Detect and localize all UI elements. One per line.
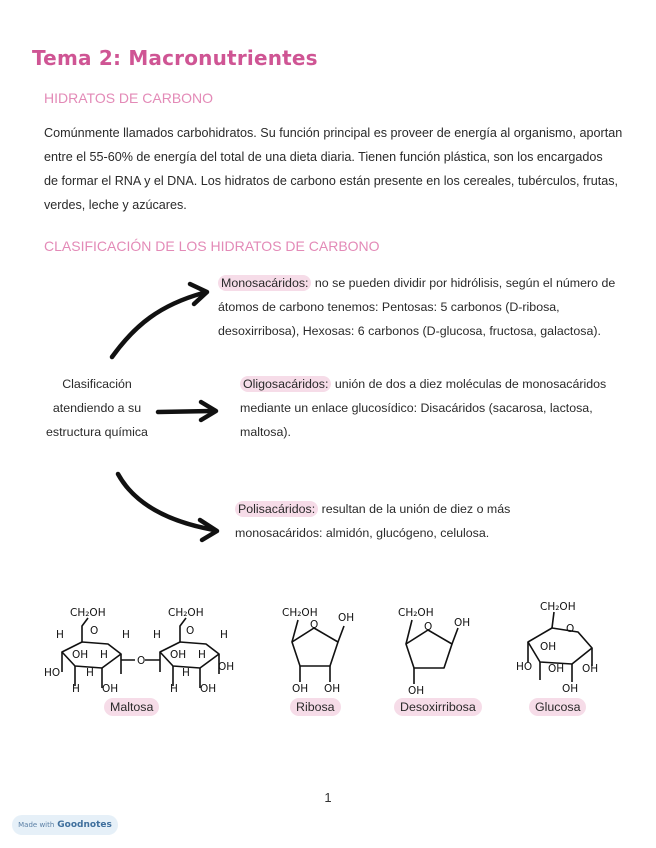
svg-text:H: H (56, 629, 64, 641)
svg-text:OH: OH (218, 661, 235, 673)
paragraph-line: de formar el RNA y el DNA. Los hidratos de carbono están presente en los cereales, tubérculos, frutas, (44, 174, 619, 188)
mono-line2: átomos de carbono tenemos: Pentosas: 5 carbonos (D-ribosa, (218, 300, 560, 314)
glucosa-label: Glucosa (529, 698, 586, 716)
poli-text: resultan de la unión de diez o más (318, 502, 511, 516)
svg-text:H: H (86, 667, 94, 679)
ribosa-label: Ribosa (290, 698, 341, 716)
svg-text:H: H (153, 629, 161, 641)
arrow-right (158, 411, 212, 412)
svg-text:H: H (72, 683, 80, 695)
maltosa-label: Maltosa (104, 698, 159, 716)
badge-brand: Goodnotes (57, 820, 112, 830)
svg-text:OH: OH (562, 683, 579, 695)
section-heading-hidratos: HIDRATOS DE CARBONO (44, 90, 214, 106)
made-with-badge[interactable] (12, 815, 118, 835)
paragraph-line: Comúnmente llamados carbohidratos. Su función principal es proveer de energía al organismo, aportan (44, 126, 623, 140)
svg-text:H: H (182, 667, 190, 679)
svg-text:O: O (566, 623, 575, 635)
mono-line3: desoxirribosa), Hexosas: 6 carbonos (D-glucosa, fructosa, galactosa). (218, 324, 601, 338)
paragraph-line: entre el 55-60% de energía del total de una dieta diaria. Tienen función plástica, son los encargados (44, 150, 603, 164)
molecule-structures (0, 590, 656, 700)
svg-text:OH: OH (170, 649, 187, 661)
svg-text:OH: OH (292, 683, 309, 695)
paragraph-line: verdes, leche y azúcares. (44, 198, 187, 212)
desoxirribosa-label: Desoxirribosa (394, 698, 482, 716)
oligo-line2: mediante un enlace glucosídico: Disacáridos (sacarosa, lactosa, (240, 401, 593, 415)
svg-text:OH: OH (338, 612, 355, 624)
center-line: atendiendo a su (52, 401, 142, 415)
page-title: Tema 2: Macronutrientes (32, 46, 318, 70)
svg-text:O: O (90, 625, 99, 637)
center-line: estructura química (46, 425, 148, 439)
arrow-up (112, 293, 203, 357)
svg-text:O: O (310, 619, 319, 631)
page-number: 1 (324, 790, 332, 805)
svg-text:H: H (170, 683, 178, 695)
svg-text:H: H (198, 649, 206, 661)
svg-text:OH: OH (454, 617, 471, 629)
center-line: Clasificación (62, 377, 132, 391)
svg-text:OH: OH (582, 663, 599, 675)
svg-text:OH: OH (102, 683, 119, 695)
oligo-term: Oligosacáridos: (240, 376, 331, 392)
maltosa-ch2oh-2: CH₂OH (168, 607, 204, 619)
mono-block (218, 271, 638, 343)
svg-text:HO: HO (516, 661, 533, 673)
svg-text:H: H (220, 629, 228, 641)
svg-text:O: O (186, 625, 195, 637)
mono-text: no se pueden dividir por hidrólisis, según el número de (311, 276, 616, 290)
svg-text:OH: OH (408, 685, 425, 697)
svg-text:OH: OH (324, 683, 341, 695)
svg-text:H: H (100, 649, 108, 661)
oligo-block (240, 372, 640, 444)
ribosa-ch2oh: CH₂OH (282, 607, 318, 619)
glucosa-ch2oh: CH₂OH (540, 601, 576, 613)
svg-text:HO: HO (44, 667, 61, 679)
poli-block (235, 497, 635, 545)
svg-text:O: O (137, 655, 146, 667)
section-heading-clasificacion: CLASIFICACIÓN DE LOS HIDRATOS DE CARBONO (44, 238, 380, 254)
oligo-line3: maltosa). (240, 425, 291, 439)
oligo-text: unión de dos a diez moléculas de monosacáridos (331, 377, 607, 391)
desoxirribosa-ch2oh: CH₂OH (398, 607, 434, 619)
mono-term: Monosacáridos: (218, 275, 311, 291)
svg-text:O: O (424, 621, 433, 633)
svg-text:OH: OH (72, 649, 89, 661)
svg-text:OH: OH (548, 663, 565, 675)
badge-prefix: Made with (18, 821, 55, 829)
svg-text:OH: OH (540, 641, 557, 653)
svg-text:H: H (122, 629, 130, 641)
maltosa-ch2oh-1: CH₂OH (70, 607, 106, 619)
poli-term: Polisacáridos: (235, 501, 318, 517)
poli-line2: monosacáridos: almidón, glucógeno, celulosa. (235, 526, 490, 540)
svg-text:OH: OH (200, 683, 217, 695)
